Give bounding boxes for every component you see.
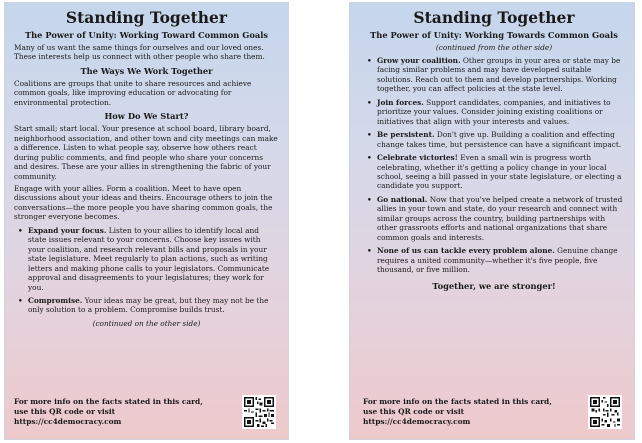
bullet-text: Now that you've helped create a network of trusted allies in your town and state, do your research and connect with similar groups across the country, building partnerships with other grassroots efforts and national organizations that share common goals and interests. [377, 194, 623, 242]
list-item: • Be persistent. Don't give up. Building a coalition and effecting change takes time, but persistence can have a significant impact. [367, 130, 622, 149]
ways-paragraph: Coalitions are groups that unite to share resources and achieve common goals, like improving education or advocating for environmental protection. [14, 78, 252, 107]
continued-from-note: (continued from the other side) [435, 43, 553, 52]
bullet-term: Go national. [377, 194, 428, 204]
list-item: • None of us can tackle every problem alone. Genuine change requires a united community—whether it's five people, five thousand, or five million. [367, 246, 618, 275]
card-footer: For more info on the facts stated in this card, use this QR code or visit https://cc4democracy.com [363, 397, 552, 426]
start-heading: How Do We Start? [104, 111, 189, 122]
bullet-text: Don't give up. Building a coalition and effecting change takes time, but persistence can have a significant impact. [377, 130, 622, 149]
bullet-text: Your ideas may be great, but they may not be the only solution to a problem. Compromise builds trust. [28, 295, 269, 315]
card-subtitle: The Power of Unity: Working Toward Common Goals [24, 30, 269, 40]
intro-paragraph: Many of us want the same things for ourselves and our loved ones. These interests help us connect with other people who share them. [14, 43, 265, 62]
right-card [349, 2, 635, 440]
bullet-text: Support candidates, companies, and initiatives to prioritize your values. Consider joining existing coalitions or initiatives that align with your interests and values. [377, 97, 611, 126]
card-title: Standing Together [413, 8, 575, 27]
list-item: • Go national. Now that you've helped create a network of trusted allies in your town and state, do your research and connect with similar groups across the country, building partnerships with other grassroots efforts and national organizations that share common goals and interests. [367, 194, 623, 242]
start-paragraph-1: Start small; start local. Your presence at school board, library board, neighborhood association, and other town and city meetings can make a difference. Listen to what people say, observe how others react during public comments, and find people who share your concerns and desires. These are your allies in strengthening the fabric of your community. [14, 124, 278, 181]
qr-code-icon[interactable] [588, 395, 622, 429]
bullet-term: Be persistent. [377, 130, 435, 140]
bullet-term: Expand your focus. [28, 225, 107, 235]
left-card [4, 2, 289, 440]
bullet-term: Compromise. [28, 295, 83, 305]
continued-note: (continued on the other side) [92, 318, 201, 328]
bullet-text: Listen to your allies to identify local and state issues relevant to your concerns. Choose key issues with your coalition, and research relevant bills and proposals in your state legislature. Meet regularly to plan actions, such as writing letters and making phone calls to your legislators. Communicate approval and disagreements to your legislatures; they work for you. [28, 225, 270, 292]
card-title: Standing Together [65, 8, 228, 27]
list-item: • Expand your focus. Listen to your allies to identify local and state issues relevant to your concerns. Choose key issues with your coalition, and research relevant bills and proposals in your state legislature. Meet regularly to plan actions, such as writing letters and making phone calls to your legislators. Communicate approval and disagreements to your legislatures; they work for you. [18, 225, 270, 292]
right-bullet-list [363, 56, 625, 275]
bullet-text: Genuine change requires a united community—whether it's five people, five thousand, or five million. [377, 246, 618, 275]
bullet-term: Join forces. [377, 97, 424, 107]
qr-code-icon[interactable] [242, 395, 276, 429]
bullet-text: Other groups in your area or state may be facing similar problems and may have developed suitable solutions. Reach out to them and develop partnerships. Working together, you can affect policies at the state level. [377, 56, 621, 94]
list-item: • Grow your coalition. Other groups in your area or state may be facing similar problems and may have developed suitable solutions. Reach out to them and develop partnerships. Working together, you can affect policies at the state level. [367, 56, 621, 94]
start-paragraph-2: Engage with your allies. Form a coalition. Meet to have open discussions about your ideas and theirs. Encourage others to join the conversations—the more people you have sharing common goals, the stronger everyone becomes. [14, 183, 273, 222]
bullet-term: Grow your coalition. [377, 56, 461, 65]
ways-heading: The Ways We Work Together [80, 65, 213, 76]
left-bullet-list [14, 226, 279, 315]
list-item: • Compromise. Your ideas may be great, but they may not be the only solution to a problem. Compromise builds trust. [18, 295, 269, 315]
list-item: • Celebrate victories! Even a small win is progress worth celebrating, whether it's getting a policy change in your local school, seeing a bill passed in your state legislature, or electing a candidate you support. [367, 153, 622, 191]
bullet-term: None of us can tackle every problem alone. [377, 246, 555, 256]
card-subtitle: The Power of Unity: Working Towards Common Goals [370, 30, 618, 40]
bullet-text: Even a small win is progress worth celebrating, whether it's getting a policy change in your local school, seeing a bill passed in your state legislature, or electing a candidate you support. [377, 153, 622, 191]
closing-line: Together, we are stronger! [432, 280, 556, 291]
list-item: • Join forces. Support candidates, companies, and initiatives to prioritize your values. Consider joining existing coalitions or initiatives that align with your interests and values. [367, 97, 611, 126]
card-footer: For more info on the facts stated in this card, use this QR code or visit https://cc4democracy.com [14, 397, 203, 426]
bullet-term: Celebrate victories! [377, 153, 458, 163]
